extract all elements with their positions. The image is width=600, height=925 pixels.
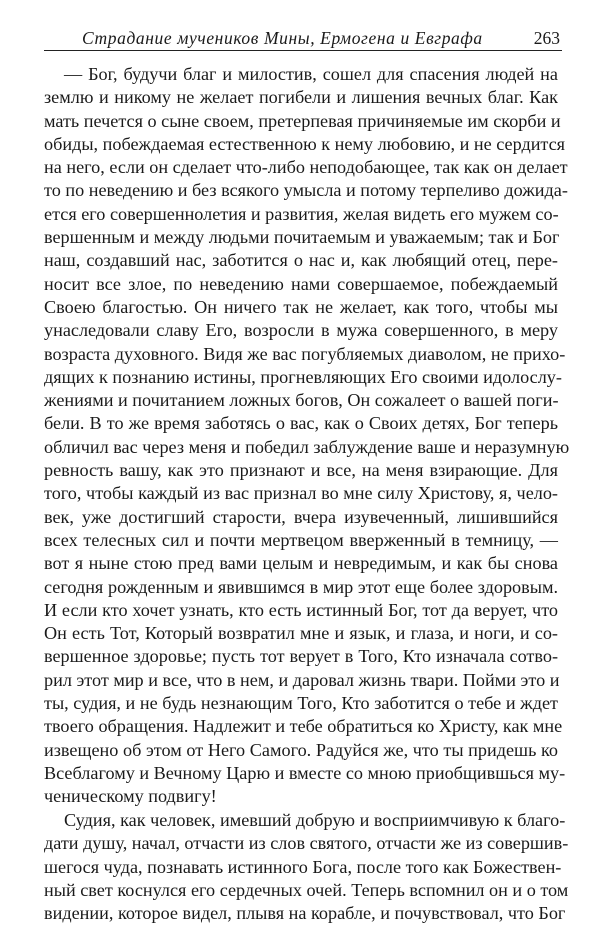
- body-text: [44, 63, 570, 925]
- text-line: вершенное здоровье; пусть тот верует в Того, Кто изначала сотво-: [44, 646, 558, 667]
- text-line: видении, которое видел, плывя на корабле, и почувствовал, что Бог: [44, 903, 566, 924]
- text-line: на него, если он сделает что-либо неподобающее, так как он делает: [44, 157, 568, 178]
- text-line: бели. В то же время заботясь о вас, как о Своих детях, Бог теперь: [44, 413, 558, 434]
- text-line: сегодня рожденным и явившимся в мир этот еще более здоровым.: [44, 576, 558, 597]
- running-title: Страдание мучеников Мины, Ермогена и Евграфа: [82, 28, 483, 48]
- text-line: твоего обращения. Надлежит и тебе обратиться ко Христу, как мне: [44, 716, 563, 737]
- text-line: шегося чуда, познавать истинного Бога, после того как Божествен-: [44, 856, 562, 877]
- text-line: ется его совершеннолетия и развития, желая видеть его мужем со-: [44, 203, 559, 224]
- text-line: того, чтобы каждый из вас признал во мне силу Христову, я, чело-: [44, 483, 558, 504]
- paragraph-2: [44, 809, 569, 925]
- text-line: ный свет коснулся его сердечных очей. Теперь вспомнил он и о том: [44, 879, 569, 900]
- text-line: вершенным и между людьми почитаемым и уважаемым; так и Бог: [44, 227, 560, 248]
- text-line: обиды, побеждаемая естественною к нему любовию, и не сердится: [44, 133, 566, 154]
- running-header: [44, 26, 562, 51]
- text-line: Судия, как человек, имевший добрую и восприимчивую к благо-: [64, 810, 566, 830]
- text-line: — Бог, будучи благ и милостив, сошел для спасения людей на: [64, 64, 558, 84]
- text-line: унаследовали славу Его, возросли в мужа совершенного, в меру: [44, 320, 558, 341]
- text-line: мать печется о сыне своем, претерпевая причиняемые им скорби и: [44, 110, 561, 131]
- text-line: вот я ныне стою пред вами целым и невредимым, и как бы снова: [44, 553, 558, 574]
- text-line: Он есть Тот, Который возвратил мне и язык, и глаза, и ноги, и со-: [44, 623, 558, 644]
- text-line: всех телесных сил и почти мертвецом вверженный в темницу, —: [44, 529, 558, 550]
- text-line: жениями и почитанием ложных богов, Он сожалеет о вашей поги-: [44, 390, 559, 411]
- text-line: ревность вашу, как это признают и все, на меня взирающие. Для: [44, 460, 558, 481]
- text-line: ченическому подвигу!: [44, 786, 217, 807]
- text-line: ты, судия, и не будь незнающим Того, Кто заботится о тебе и ждет: [44, 693, 558, 714]
- text-line: век, уже достигший старости, вчера изувеченный, лишившийся: [44, 506, 558, 527]
- text-line: возраста духовного. Видя же вас погубляемых диаволом, не прихо-: [44, 343, 566, 364]
- text-line: И если кто хочет узнать, кто есть истинный Бог, тот да верует, что: [44, 599, 558, 620]
- page-number: 263: [533, 28, 560, 48]
- text-line: носит все злое, по неведению нами совершаемое, побеждаемый: [44, 273, 558, 294]
- text-line: извещено об этом от Него Самого. Радуйся же, что ты придешь ко: [44, 739, 558, 760]
- paragraph-1: [44, 63, 570, 809]
- text-line: дати душу, начал, отчасти из слов святого, отчасти же из совершив-: [44, 833, 569, 854]
- text-line: землю и никому не желает погибели и лишения вечных благ. Как: [44, 87, 558, 108]
- text-line: наш, создавший нас, заботится о нас и, как любящий отец, пере-: [44, 250, 558, 271]
- text-line: то по неведению и без всякого умысла и потому терпеливо дожида-: [44, 180, 568, 201]
- text-line: Своею благостью. Он ничего так не желает, как того, чтобы мы: [44, 296, 558, 317]
- text-line: рил этот мир и все, что в нем, и даровал жизнь твари. Пойми это и: [44, 669, 560, 690]
- text-line: Всеблагому и Вечному Царю и вместе со мною приобщившься му-: [44, 762, 566, 783]
- text-line: обличил вас через меня и победил заблуждение ваше и неразумную: [44, 436, 570, 457]
- text-line: дящих к познанию истины, прогневляющих Его своими идолослу-: [44, 366, 562, 387]
